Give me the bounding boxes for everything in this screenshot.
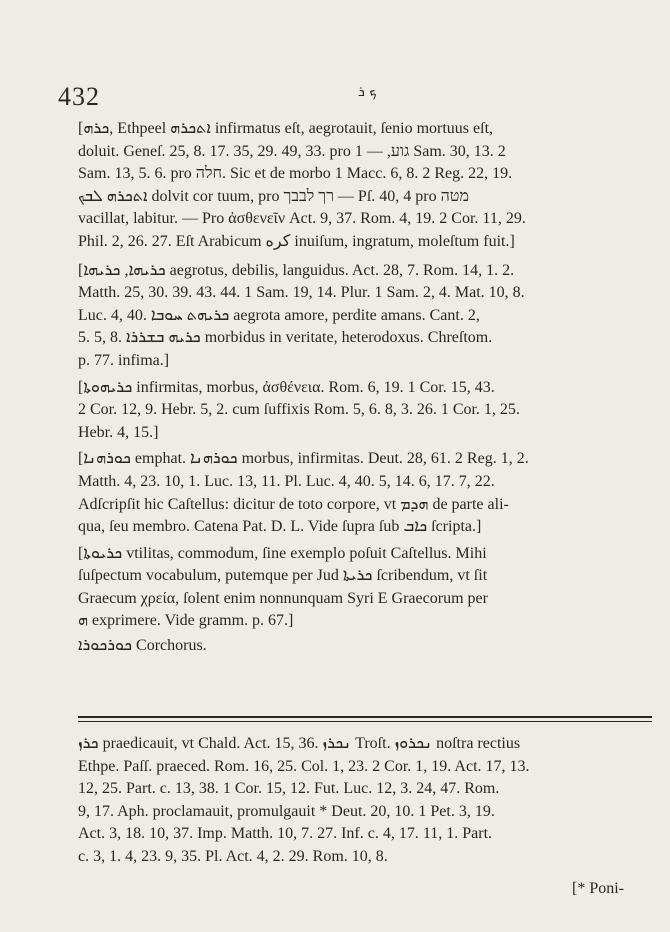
entry-line: 9, 17. Aph. proclamauit, promulgauit * Deut. 20, 10. 1 Pet. 3, 19. bbox=[78, 802, 495, 820]
entry-line: [ܟܪܗ, Ethpeel ܐܬܟܪܗ infirmatus eſt, aegrotauit, ſenio mortuus eſt, bbox=[78, 120, 494, 137]
entry-line: Act. 3, 18. 10, 37. Imp. Matth. 10, 7. 27. Inf. c. 4, 17. 11, 1. Part. bbox=[78, 825, 493, 843]
entry-line: 5. 5, 8. ܟܪܝܗ ܒܫܪܪܐ morbidus in veritate, heterodoxus. Chreſtom. bbox=[78, 329, 493, 347]
entry-krihuta bbox=[78, 377, 656, 445]
entry-line: Phil. 2, 26. 27. Eſt Arabicum كره inuiſum, ingratum, moleſtum fuit.] bbox=[78, 232, 515, 250]
page-number: 432 bbox=[58, 82, 100, 111]
entry-line: Luc. 4, 40. ܟܪܝܗܬ ܚܘܒܐ aegrota amore, perdite amans. Cant. 2, bbox=[78, 306, 480, 324]
entry-line: doluit. Geneſ. 25, 8. 17. 35, 29. 49, 33. pro גוע, — 1 Sam. 30, 13. 2 bbox=[78, 142, 506, 160]
entry-line: Matth. 25, 30. 39. 43. 44. 1 Sam. 19, 14. Plur. 1 Sam. 2, 4. Mat. 10, 8. bbox=[78, 284, 525, 302]
entry-line: ܐܬܟܪܗ ܠܒܟ dolvit cor tuum, pro רך לבבך — Pſ. 40, 4 pro מטה bbox=[78, 187, 469, 205]
entry-kurhana bbox=[78, 448, 656, 538]
entry-karah bbox=[78, 118, 656, 254]
running-head: ܟ ܪ bbox=[358, 84, 377, 100]
entry-line: [ܟܘܪܗܢܐ emphat. ܟܘܪܗܢܐ morbus, infirmitas. Deut. 28, 61. 2 Reg. 1, 2. bbox=[78, 450, 529, 468]
entry-line: ܗ exprimere. Vide gramm. p. 67.] bbox=[78, 612, 294, 630]
entry-corchorus bbox=[78, 635, 656, 658]
entry-line: Graecum χρεία, ſolent enim nonnunquam Syri E Graecorum per bbox=[78, 589, 488, 607]
entry-line: qua, ſeu membro. Catena Pat. D. L. Vide ſupra ſub ܟܐܒ ſcripta.] bbox=[78, 518, 482, 536]
section-divider bbox=[78, 716, 652, 722]
entry-line: [ܟܪܝܘܬܐ vtilitas, commodum, ſine exemplo poſuit Caſtellus. Mihi bbox=[78, 544, 487, 562]
entry-line: [ܟܪܝܗܐ, ܟܪܝܗܐ aegrotus, debilis, languidus. Act. 28, 7. Rom. 14, 1. 2. bbox=[78, 261, 515, 279]
entry-kriha bbox=[78, 260, 656, 373]
entry-kriyuta bbox=[78, 543, 656, 633]
entry-line: vacillat, labitur. — Pro ἀσθενεῖν Act. 9, 37. Rom. 4, 19. 2 Cor. 11, 29. bbox=[78, 210, 526, 228]
entry-line: Adſcripſit hic Caſtellus: dicitur de toto corpore, vt ܗܕܡ de parte ali- bbox=[78, 495, 509, 513]
entry-karaz bbox=[78, 733, 656, 869]
page-header bbox=[58, 78, 618, 112]
entry-line: ܟܪܙ praedicauit, vt Chald. Act. 15, 36. ܢܟܪܙ Troſt. ܢܟܪܘܙ noſtra rectius bbox=[78, 735, 521, 752]
catchword: [* Poni- bbox=[572, 880, 624, 897]
entry-line: p. 77. infima.] bbox=[78, 351, 170, 369]
main-entries bbox=[78, 118, 656, 658]
entry-line: Ethpe. Paſſ. praeced. Rom. 16, 25. Col. 1, 23. 2 Cor. 1, 19. Act. 17, 13. bbox=[78, 757, 530, 775]
entry-line: 12, 25. Part. c. 13, 38. 1 Cor. 15, 12. Fut. Luc. 12, 3. 24, 47. Rom. bbox=[78, 780, 500, 798]
entry-line: ſuſpectum vocabulum, putemque per Jud ܟܪܝܬܐ ſcribendum, vt ſit bbox=[78, 567, 488, 585]
entry-line: Matth. 4, 23. 10, 1. Luc. 13, 11. Pl. Luc. 4, 40. 5, 14. 6, 17. 7, 22. bbox=[78, 472, 495, 490]
entry-line: 2 Cor. 12, 9. Hebr. 5, 2. cum ſuffixis Rom. 5, 6. 8, 3. 26. 1 Cor. 1, 25. bbox=[78, 401, 520, 419]
entry-line: ܟܘܪܟܘܪܐ Corchorus. bbox=[78, 637, 207, 655]
entry-line: Hebr. 4, 15.] bbox=[78, 423, 159, 441]
entry-line: [ܟܪܝܗܘܬܐ infirmitas, morbus, ἀσθένεια. Rom. 6, 19. 1 Cor. 15, 43. bbox=[78, 378, 495, 396]
entry-line: Sam. 13, 5. 6. pro חלה. Sic et de morbo 1 Macc. 6, 8. 2 Reg. 22, 19. bbox=[78, 165, 513, 183]
entry-line: c. 3, 1. 4, 23. 9, 35. Pl. Act. 4, 2. 29. Rom. 10, 8. bbox=[78, 847, 388, 865]
